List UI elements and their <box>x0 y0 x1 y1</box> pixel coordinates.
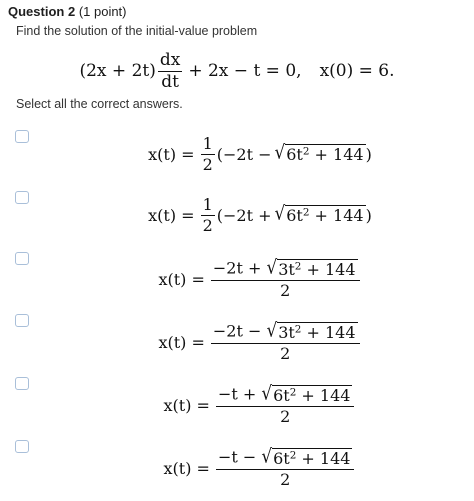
solution-numerator <box>211 318 360 344</box>
radical-sign-icon: √ <box>266 318 278 342</box>
answer-checkbox-3[interactable] <box>15 252 29 265</box>
radicand-exponent: 2 <box>302 145 310 158</box>
radicand <box>272 385 352 405</box>
question-points: (1 point) <box>78 4 127 19</box>
option-lhs: x(t) = <box>158 332 205 352</box>
question-number: Question 2 <box>8 4 76 19</box>
solution-fraction <box>211 255 360 300</box>
answer-option-2[interactable] <box>90 192 430 238</box>
radicand-term: 6t <box>286 206 303 226</box>
radicand-exponent: 2 <box>302 206 310 219</box>
radical-sign-icon: √ <box>274 140 286 164</box>
coefficient-denominator: 2 <box>202 215 213 235</box>
answer-checkbox-2[interactable] <box>15 191 29 204</box>
solution-denominator: 2 <box>280 406 291 426</box>
option-lhs: x(t) = <box>163 395 210 415</box>
radicand-constant: + 144 <box>309 206 364 226</box>
radicand <box>277 259 357 279</box>
radicand-constant: + 144 <box>309 145 364 165</box>
solution-numerator <box>216 381 354 407</box>
answer-option-5[interactable] <box>90 382 430 428</box>
radicand-constant: + 144 <box>301 322 356 342</box>
answer-checkbox-5[interactable] <box>15 377 29 390</box>
radicand <box>272 448 352 468</box>
answer-checkbox-6[interactable] <box>15 440 29 453</box>
radical-sign-icon: √ <box>266 255 278 279</box>
solution-numerator <box>216 444 354 470</box>
coefficient-numerator: 1 <box>202 133 213 153</box>
numerator-prefix: −2t − <box>212 321 262 341</box>
answer-checkbox-1[interactable] <box>15 130 29 143</box>
radicand-term: 3t <box>278 259 295 279</box>
answer-option-6[interactable] <box>90 445 430 491</box>
coefficient-denominator: 2 <box>202 154 213 174</box>
radicand-constant: + 144 <box>301 259 356 279</box>
derivative-fraction <box>158 51 182 91</box>
option-lhs: x(t) = <box>158 269 205 289</box>
radicand-exponent: 2 <box>294 260 302 273</box>
radicand <box>285 205 365 225</box>
solution-fraction <box>216 444 354 489</box>
numerator-prefix: −t − <box>217 447 257 467</box>
radical-sign-icon: √ <box>261 444 273 468</box>
radicand-term: 6t <box>273 385 290 405</box>
radicand-constant: + 144 <box>296 385 351 405</box>
question-prompt: Find the solution of the initial-value problem <box>16 24 258 38</box>
option-open-term: (−2t − <box>216 144 272 164</box>
equation-lhs-factor: (2x + 2t) <box>79 61 156 81</box>
equation-rest: + 2x − t = 0, <box>188 61 302 81</box>
answer-instructions: Select all the correct answers. <box>16 97 183 111</box>
option-close-paren: ) <box>365 205 372 225</box>
radicand <box>285 144 365 164</box>
square-root <box>261 381 352 405</box>
answer-option-1[interactable] <box>90 131 430 177</box>
radicand-term: 6t <box>273 448 290 468</box>
coefficient-numerator: 1 <box>202 194 213 214</box>
solution-denominator: 2 <box>280 469 291 489</box>
square-root <box>266 255 357 279</box>
solution-fraction <box>211 318 360 363</box>
option-lhs: x(t) = <box>163 458 210 478</box>
radicand-exponent: 2 <box>289 449 297 462</box>
square-root <box>266 318 357 342</box>
solution-denominator: 2 <box>280 343 291 363</box>
coefficient-fraction <box>201 196 215 234</box>
solution-fraction <box>216 381 354 426</box>
answer-option-4[interactable] <box>90 319 430 365</box>
derivative-numerator: dx <box>159 49 181 70</box>
option-lhs: x(t) = <box>148 205 195 225</box>
problem-equation <box>0 50 474 92</box>
question-header <box>8 4 127 19</box>
radical-sign-icon: √ <box>261 381 273 405</box>
radicand <box>277 322 357 342</box>
answer-checkbox-4[interactable] <box>15 314 29 327</box>
radicand-term: 6t <box>286 145 303 165</box>
solution-denominator: 2 <box>280 280 291 300</box>
option-lhs: x(t) = <box>148 144 195 164</box>
radicand-constant: + 144 <box>296 448 351 468</box>
radicand-term: 3t <box>278 322 295 342</box>
square-root <box>261 444 352 468</box>
radicand-exponent: 2 <box>294 323 302 336</box>
answer-option-3[interactable] <box>90 256 430 302</box>
square-root <box>274 201 366 226</box>
option-close-paren: ) <box>365 144 372 164</box>
initial-condition: x(0) = 6. <box>319 61 395 81</box>
radicand-exponent: 2 <box>289 386 297 399</box>
radical-sign-icon: √ <box>274 201 286 225</box>
numerator-prefix: −t + <box>217 384 257 404</box>
solution-numerator <box>211 255 360 281</box>
derivative-denominator: dt <box>161 71 179 92</box>
coefficient-fraction <box>201 135 215 173</box>
square-root <box>274 140 366 165</box>
numerator-prefix: −2t + <box>212 258 262 278</box>
option-open-term: (−2t + <box>216 205 272 225</box>
